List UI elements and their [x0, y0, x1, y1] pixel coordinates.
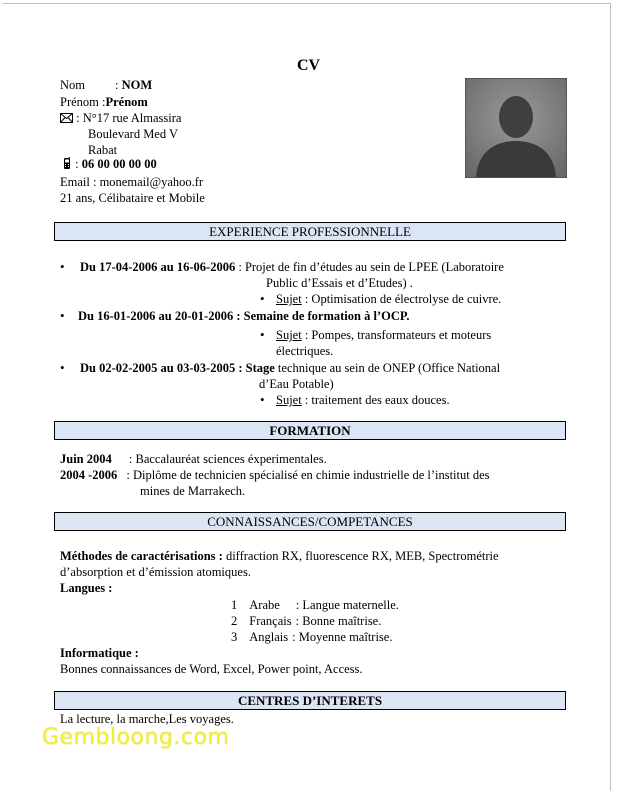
experience-3-subject-text: : traitement des eaux douces.	[301, 393, 450, 407]
experience-item-2	[78, 308, 409, 324]
experience-2-subject-label: Sujet	[276, 328, 302, 342]
watermark-logo: Gembloong.com	[42, 725, 230, 750]
prenom-line	[60, 94, 148, 110]
person-silhouette-icon	[466, 79, 566, 177]
methodes-label: Méthodes de caractérisations :	[60, 549, 223, 563]
experience-3-desc: technique au sein de ONEP (Office National	[274, 361, 501, 375]
methodes-line2: d’absorption et d’émission atomiques.	[60, 565, 251, 579]
methodes-text: diffraction RX, fluorescence RX, MEB, Spectrométrie	[222, 549, 499, 563]
langue-2-num: 2	[231, 614, 238, 628]
experience-bullet-2: •	[60, 308, 65, 323]
section-interets-title: CENTRES D’INTERETS	[237, 693, 383, 708]
prenom-label: Prénom :	[60, 95, 106, 109]
phone-value: 06 00 00 00 00	[81, 157, 157, 171]
section-formation-title: FORMATION	[269, 423, 351, 438]
nom-label: Nom	[60, 78, 85, 92]
experience-3-desc-line2: d’Eau Potable)	[259, 377, 334, 391]
experience-1-subject-label: Sujet	[276, 292, 302, 306]
langue-2-level: : Bonne maîtrise.	[295, 614, 382, 628]
langue-3-level: : Moyenne maîtrise.	[292, 630, 393, 644]
langue-1-name: Arabe	[249, 598, 280, 612]
address-line-2: Boulevard Med V	[88, 127, 179, 141]
methodes-line	[60, 548, 499, 564]
informatique-text: Bonnes connaissances de Word, Excel, Power point, Access.	[60, 662, 363, 676]
formation-1-date: Juin 2004	[60, 452, 112, 466]
page-border-right	[610, 3, 611, 791]
address-sep: :	[76, 111, 83, 125]
experience-2-subject-text: : Pompes, transformateurs et moteurs	[301, 328, 492, 342]
experience-1-subject	[276, 291, 501, 307]
formation-2-text: : Diplôme de technicien spécialisé en chimie industrielle de l’institut des	[123, 468, 490, 482]
langue-3-name: Anglais	[249, 630, 289, 644]
experience-3-sub-bullet: •	[260, 392, 265, 407]
experience-2-subject	[276, 327, 491, 343]
experience-3-dates: Du 02-02-2005 au 03-03-2005	[80, 361, 236, 375]
experience-1-sub-bullet: •	[260, 291, 265, 306]
interets-text: La lecture, la marche,Les voyages.	[60, 712, 234, 726]
experience-1-subject-text: : Optimisation de électrolyse de cuivre.	[301, 292, 502, 306]
profile-photo	[465, 78, 567, 178]
prenom-value: Prénom	[105, 95, 148, 109]
section-competences-header: CONNAISSANCES/COMPETANCES	[54, 512, 566, 531]
nom-value: NOM	[121, 78, 153, 92]
address-street: N°17 rue Almassira	[82, 111, 182, 125]
formation-item-2	[60, 467, 490, 483]
section-formation-header	[54, 421, 566, 440]
langues-label	[60, 580, 112, 596]
formation-2-text-line2: mines de Marrakech.	[140, 484, 246, 498]
experience-item-1	[80, 259, 504, 275]
langue-1-level: : Langue maternelle.	[295, 598, 399, 612]
experience-1-dates: Du 17-04-2006 au 16-06-2006	[80, 260, 236, 274]
email-line: Email : monemail@yahoo.fr	[60, 175, 204, 189]
experience-bullet-3: •	[60, 360, 65, 375]
envelope-icon	[60, 113, 73, 123]
experience-3-desc-bold: : Stage	[235, 361, 275, 375]
section-experience-header: EXPERIENCE PROFESSIONNELLE	[54, 222, 566, 241]
address-line-1	[60, 110, 181, 126]
formation-2-date: 2004 -2006	[60, 468, 118, 482]
formation-item-1	[60, 451, 327, 467]
langue-2-name: Français	[249, 614, 292, 628]
experience-3-subject	[276, 392, 450, 408]
phone-icon	[62, 157, 72, 170]
experience-1-desc: : Projet de fin d’études au sein de LPEE (Laboratoire	[235, 260, 504, 274]
informatique-label-text: Informatique :	[60, 646, 139, 660]
formation-1-text: : Baccalauréat sciences éxperimentales.	[125, 452, 327, 466]
phone-line	[60, 156, 157, 172]
langue-item-2	[231, 613, 381, 629]
page-border-top	[2, 3, 611, 4]
langue-item-1	[231, 597, 399, 613]
experience-3-subject-label: Sujet	[276, 393, 302, 407]
langue-1-num: 1	[231, 598, 238, 612]
section-interets-header	[54, 691, 566, 710]
cv-title: CV	[297, 57, 321, 74]
experience-2-subject-line2: électriques.	[276, 344, 334, 358]
experience-2-dates: Du 16-01-2006 au 20-01-2006	[78, 309, 234, 323]
experience-2-desc: : Semaine de formation à l’OCP.	[233, 309, 410, 323]
status-line: 21 ans, Célibataire et Mobile	[60, 191, 205, 205]
experience-2-sub-bullet: •	[260, 327, 265, 342]
langues-label-text: Langues :	[60, 581, 113, 595]
experience-1-desc-line2: Public d’Essais et d’Etudes) .	[266, 276, 413, 290]
nom-line	[60, 77, 152, 93]
nom-sep: :	[115, 78, 122, 92]
langue-item-3	[231, 629, 392, 645]
phone-sep: :	[75, 157, 82, 171]
informatique-label	[60, 645, 139, 661]
experience-item-3	[80, 360, 500, 376]
experience-bullet-1: •	[60, 259, 65, 274]
langue-3-num: 3	[231, 630, 238, 644]
address-city: Rabat	[88, 143, 118, 157]
